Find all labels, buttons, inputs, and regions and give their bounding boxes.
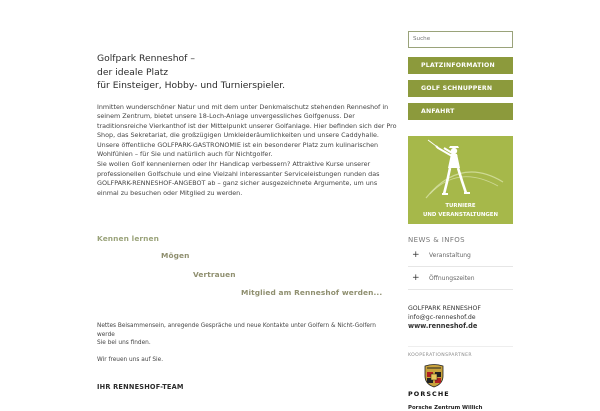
news-item-label: Veranstaltung	[429, 251, 471, 259]
turniere-promo-banner[interactable]	[408, 136, 513, 224]
nav-anfahrt[interactable]: ANFAHRT	[408, 103, 513, 120]
intro-line: Shop, das Sekretariat, die großzügigen Umkleideräumlichkeiten und unsere Caddyhalle.	[97, 131, 379, 140]
partner-name: Porsche Zentrum Willich	[408, 404, 483, 411]
porsche-wordmark: PORSCHE	[408, 389, 450, 398]
porsche-crest-icon	[424, 364, 444, 388]
headline-line-1: Golfpark Renneshof –	[97, 53, 195, 64]
contact-block	[408, 304, 513, 332]
promo-label-line-1: TURNIERE	[445, 202, 476, 209]
nav-golf-schnuppern[interactable]: GOLF SCHNUPPERN	[408, 80, 513, 97]
intro-line: traditionsreiche Vierkanthof ist der Mittelpunkt unserer Golfanlage. Hier befinden sich der Pro	[97, 121, 397, 130]
nav-platzinformation[interactable]: PLATZINFORMATION	[408, 57, 513, 74]
contact-name: GOLFPARK RENNESHOF	[408, 304, 481, 312]
main-content	[97, 52, 397, 198]
signature: IHR RENNESHOF-TEAM	[97, 383, 184, 391]
intro-line: Unsere öffentliche GOLFPARK-GASTRONOMIE ist ein besonderer Platz zum kulinarischen	[97, 140, 379, 149]
intro-line: seinem Zentrum, bietet unsere 18-Loch-Anlage unvergessliches Golfgenuss. Der	[97, 112, 355, 121]
tagline-vertrauen: Vertrauen	[193, 270, 236, 279]
intro-line: professionellen Golfschule und eine Vielzahl interessanter Serviceleistungen runden das	[97, 169, 380, 178]
plus-icon: +	[412, 272, 420, 283]
closing-text	[97, 322, 387, 372]
contact-email[interactable]: info@gc-renneshof.de	[408, 313, 476, 321]
partner-heading: KOOPERATIONSPARTNER	[408, 346, 513, 358]
intro-line: Wohlfühlen – für Sie und natürlich auch für Nichtgolfer.	[97, 150, 273, 159]
intro-line: GOLFPARK-RENNESHOF-ANGEBOT ab – ganz sicher ausgezeichnete Argumente, um uns	[97, 179, 378, 188]
closing-line: Nettes Beisammensein, anregende Gespräche und neue Kontakte unter Golfern & Nicht-Golfern werde	[97, 323, 376, 338]
tagline-cascade	[97, 234, 383, 304]
intro-line: einmal zu besuchen oder Mitglied zu werden.	[97, 188, 243, 197]
headline-line-3: für Einsteiger, Hobby- und Turnierspieler.	[97, 80, 286, 91]
news-heading: NEWS & INFOS	[408, 235, 466, 244]
tagline-moegen: Mögen	[161, 251, 190, 260]
news-item-label: Öffnungszeiten	[429, 274, 475, 282]
closing-paragraph	[97, 322, 387, 348]
tagline-mitglied: Mitglied am Renneshof werden...	[241, 288, 383, 297]
promo-label-line-2: UND VERANSTALTUNGEN	[423, 211, 498, 218]
closing-line: Sie bei uns finden.	[97, 340, 151, 347]
golfer-swing-icon	[408, 136, 513, 202]
closing-greeting: Wir freuen uns auf Sie.	[97, 356, 164, 363]
search-input[interactable]	[408, 31, 513, 48]
plus-icon: +	[412, 249, 420, 260]
intro-text	[97, 103, 397, 199]
news-item-veranstaltung[interactable]	[408, 244, 513, 267]
tagline-kennen-lernen: Kennen lernen	[97, 234, 160, 243]
contact-website[interactable]: www.renneshof.de	[408, 322, 478, 331]
headline-line-2: der ideale Platz	[97, 66, 169, 78]
intro-line: Sie wollen Golf kennenlernen oder Ihr Handicap verbessern? Attraktive Kurse unserer	[97, 160, 371, 169]
page-headline	[97, 52, 397, 93]
porsche-logo[interactable]	[408, 364, 513, 404]
news-item-oeffnungszeiten[interactable]	[408, 267, 513, 290]
intro-line: Inmitten wunderschöner Natur und mit dem unter Denkmalschutz stehenden Renneshof in	[97, 102, 389, 111]
sidebar	[408, 25, 513, 411]
